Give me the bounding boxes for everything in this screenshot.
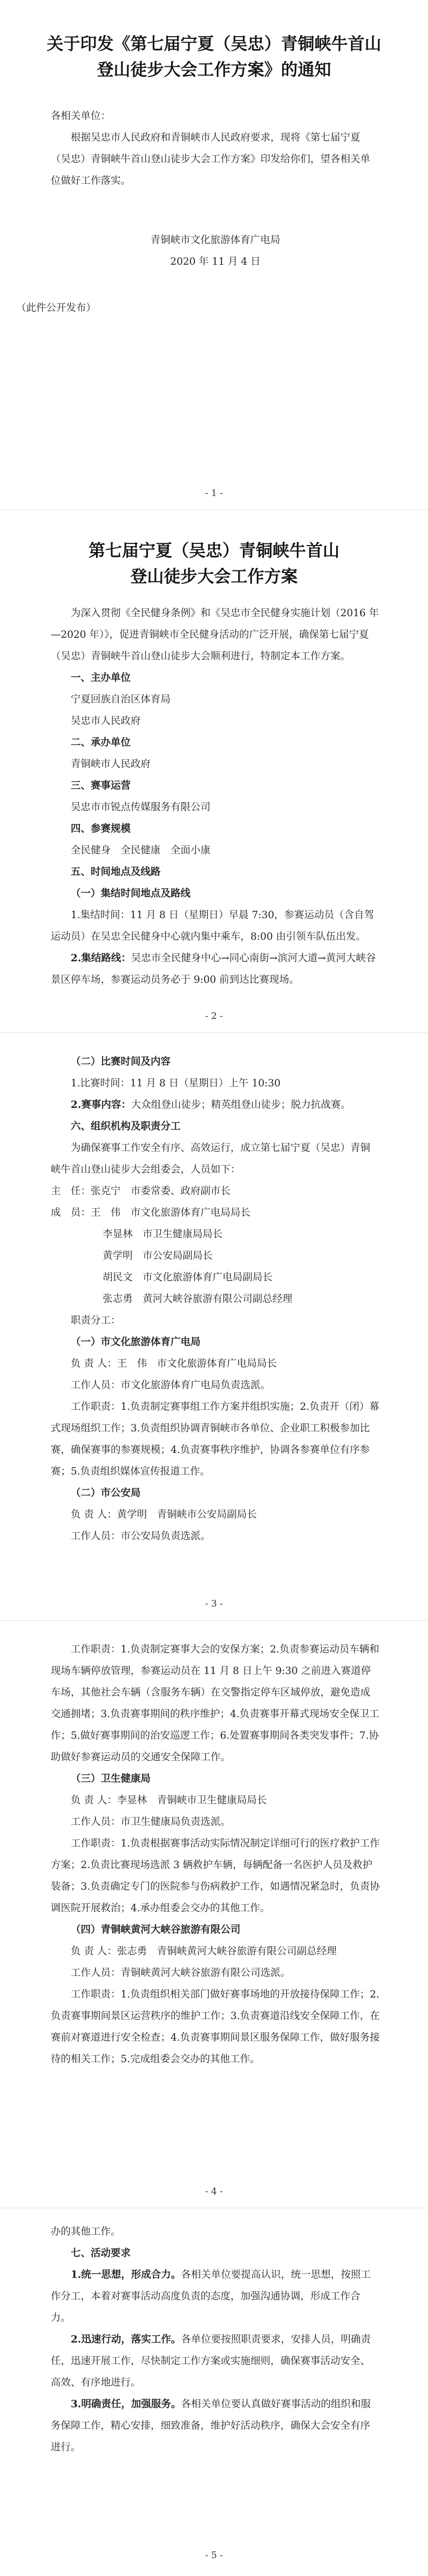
duties-heading: 职责分工： <box>71 1315 121 1326</box>
member-1: 王 伟 市文化旅游体育广电局局长 <box>91 1207 251 1218</box>
duty-culture-lead: 负 责 人：王 伟 市文化旅游体育广电局局长 <box>71 1358 277 1369</box>
gathering-route-label: 2.集结路线： <box>71 953 131 964</box>
subsection-competition: （二）比赛时间及内容 <box>71 1056 171 1067</box>
duty-police: （二）市公安局 <box>71 1487 141 1499</box>
duty-canyon-continued: 办的其他工作。 <box>51 2226 121 2237</box>
leader-label: 主 任： <box>51 1186 91 1197</box>
notice-date: 2020 年 11 月 4 日 <box>170 256 261 267</box>
leader-name: 张克宁 市委常委、政府副市长 <box>91 1186 231 1197</box>
notice-title-line1: 关于印发《第七届宁夏（吴忠）青铜峡牛首山 <box>46 35 382 54</box>
committee-member: 李显林 市卫生健康局局长 <box>103 1229 223 1240</box>
notice-body: 根据吴忠市人民政府和青铜峡市人民政府要求，现将《第七届宁夏（吴忠）青铜峡牛首山登山徒步大会工作方案》印发给你们，望各相关单位做好工作落实。 <box>51 132 371 187</box>
notice-title-line2: 登山徒步大会工作方案》的通知 <box>97 60 331 80</box>
duty-culture-staff: 工作人员：市文化旅游体育广电局负责选派。 <box>71 1380 271 1391</box>
duty-police-text: 工作职责：1.负责制定赛事大会的安保方案；2.负责参赛运动员车辆和现场车辆停放管理，参赛运动员在 11 月 8 日上午 9:30 之前进入赛道停车场，其他社会车辆（含服务车辆）在交警指定停车区域停放，避免造成交通拥堵；3.负责赛事期间的秩序维护；4.负责赛事开幕式现场安全保卫工作；5.做好赛事期间的治安巡逻工作；6.处置赛事期间各类突发事件；7.协助做好参赛运动员的交通安全保障工作。 <box>51 1644 379 1763</box>
requirement-2-label: 2.迅速行动，落实工作。 <box>71 2334 181 2345</box>
competition-time: 1.比赛时间：11 月 8 日（星期日）上午 10:30 <box>71 1078 281 1089</box>
duty-health-text: 工作职责：1.负责根据赛事活动实际情况制定详细可行的医疗救护工作方案；2.负责比赛现场选派 3 辆救护车辆，每辆配备一名医护人员及救护装备；3.负责确定专门的医院参与伤病救护工作，如遇情况紧急时，负责协调医院开展救治；4.承办组委会交办的其他工作。 <box>51 1838 380 1914</box>
duty-culture-bureau: （一）市文化旅游体育广电局 <box>71 1337 201 1348</box>
duty-canyon-lead: 负 责 人：张志勇 青铜峡黄河大峡谷旅游有限公司副总经理 <box>71 1946 337 1957</box>
page-divider <box>0 1620 428 1621</box>
duty-health-lead: 负 责 人：李显林 青铜峡市卫生健康局局长 <box>71 1795 267 1806</box>
page-divider <box>0 1032 428 1033</box>
requirement-3 <box>51 2394 380 2458</box>
duty-canyon-staff: 工作人员：青铜峡黄河大峡谷旅游有限公司选派。 <box>71 1967 291 1979</box>
requirement-2-text: 各单位要按照职责要求，安排人员，明确责任，迅速开展工作，尽快制定工作方案或实施细则，确保赛事活动安全、高效、有序地进行。 <box>51 2334 371 2388</box>
requirement-1 <box>51 2264 380 2329</box>
requirement-1-text: 各相关单位要提高认识，统一思想，按照工作分工，本着对赛事活动高度负责的态度，加强沟通协调，形成工作合力。 <box>51 2269 371 2324</box>
committee-member: 张志勇 黄河大峡谷旅游有限公司副总经理 <box>103 1293 293 1305</box>
duty-culture-text: 工作职责：1.负责制定赛事组工作方案并组织实施；2.负责开（闭）幕式现场组织工作；3.负责组织协调青铜峡市各单位、企业职工积极参加比赛，确保赛事的参赛规模；4.负责赛事秩序维护，协调各参赛单位有序参赛；5.负责组织媒体宣传报道工作。 <box>51 1401 379 1477</box>
requirement-3-label: 3.明确责任，加强服务。 <box>71 2399 181 2410</box>
plan-intro: 为深入贯彻《全民健身条例》和《吴忠市全民健身实施计划（2016 年—2020 年）》，促进青铜峡市全民健身活动的广泛开展，确保第七届宁夏（吴忠）青铜峡牛首山登山徒步大会顺利进行，特制定本工作方案。 <box>51 608 379 662</box>
page-divider <box>0 509 428 510</box>
organizer-b: 吴忠市人民政府 <box>71 715 141 727</box>
host-a: 青铜峡市人民政府 <box>71 759 151 770</box>
notice-salutation: 各相关单位： <box>51 111 111 122</box>
scale-a: 全民健身 全民健康 全面小康 <box>71 845 211 856</box>
notice-org: 青铜峡市文化旅游体育广电局 <box>150 235 281 246</box>
organization-intro: 为确保赛事工作安全有序、高效运行，成立第七届宁夏（吴忠）青铜峡牛首山登山徒步大会组委会，人员如下： <box>51 1142 371 1175</box>
page-number-3: - 3 - <box>205 1599 223 1609</box>
duty-health: （三）卫生健康局 <box>71 1773 151 1785</box>
organizer-a: 宁夏回族自治区体育局 <box>71 694 171 705</box>
requirement-1-label: 1.统一思想，形成合力。 <box>71 2269 181 2281</box>
requirement-2 <box>51 2329 380 2394</box>
operation-a: 吴忠市市锐点传媒服务有限公司 <box>71 802 211 813</box>
section-organizer: 一、主办单位 <box>71 672 131 684</box>
duty-police-staff: 工作人员：市公安局负责选派。 <box>71 1531 211 1542</box>
duty-police-lead: 负 责 人：黄学明 青铜峡市公安局副局长 <box>71 1509 257 1520</box>
committee-member: 胡民文 市文化旅游体育广电局副局长 <box>103 1272 273 1283</box>
committee-member: 黄学明 市公安局副局长 <box>103 1250 213 1262</box>
plan-title <box>0 538 428 590</box>
competition-content-text: 大众组登山徒步；精英组登山徒步；脱力抗战赛。 <box>131 1099 351 1111</box>
gathering-route-text: 吴忠市全民健身中心→同心南街→滨河大道→黄河大峡谷景区停车场，参赛运动员务必于 9:00 前到达比赛现场。 <box>51 953 376 986</box>
section-operation: 三、赛事运营 <box>71 780 131 791</box>
section-scale: 四、参赛规模 <box>71 823 131 835</box>
plan-title-line1: 第七届宁夏（吴忠）青铜峡牛首山 <box>89 541 339 561</box>
page-number-1: - 1 - <box>205 488 223 499</box>
duty-canyon-text: 工作职责：1.负责组织相关部门做好赛事场地的开放接待保障工作；2.负责赛事期间景区运营秩序的维护工作；3.负责赛道沿线安全保障工作，在赛前对赛道进行安全检查；4.负责赛事期间景区服务保障工作，做好服务接待的相关工作；5.完成组委会交办的其他工作。 <box>51 1989 380 2065</box>
section-requirements: 七、活动要求 <box>71 2248 131 2259</box>
competition-content-label: 2.赛事内容： <box>71 1099 131 1111</box>
notice-title <box>0 31 428 83</box>
requirement-3-text: 各相关单位要认真做好赛事活动的组织和服务保障工作，精心安排，细致准备，维护好活动秩序，确保大会安全有序进行。 <box>51 2399 371 2453</box>
duty-health-staff: 工作人员：市卫生健康局负责选派。 <box>71 1816 231 1828</box>
subsection-gathering: （一）集结时间地点及路线 <box>71 888 191 899</box>
plan-title-line2: 登山徒步大会工作方案 <box>130 567 298 587</box>
gathering-time: 1.集结时间：11 月 8 日（星期日）早晨 7:30，参赛运动员（含自驾运动员）在吴忠全民健身中心就内集中乘车，8:00 由引领车队伍出发。 <box>51 910 375 942</box>
committee-leader <box>51 1181 380 1202</box>
competition-content <box>51 1094 380 1116</box>
page-number-2: - 2 - <box>205 1011 223 1022</box>
duty-canyon-company: （四）青铜峡黄河大峡谷旅游有限公司 <box>71 1924 241 1936</box>
gathering-route <box>51 948 380 991</box>
section-time-place: 五、时间地点及线路 <box>71 866 161 878</box>
member-label: 成 员： <box>51 1207 91 1218</box>
page-number-5: - 5 - <box>205 2550 223 2561</box>
notice-disclosure: （此件公开发布） <box>16 302 97 314</box>
page-number-4: - 4 - <box>205 2186 223 2197</box>
section-host: 二、承办单位 <box>71 737 131 748</box>
committee-member-first <box>51 1202 380 1224</box>
section-organization: 六、组织机构及职责分工 <box>71 1121 181 1132</box>
